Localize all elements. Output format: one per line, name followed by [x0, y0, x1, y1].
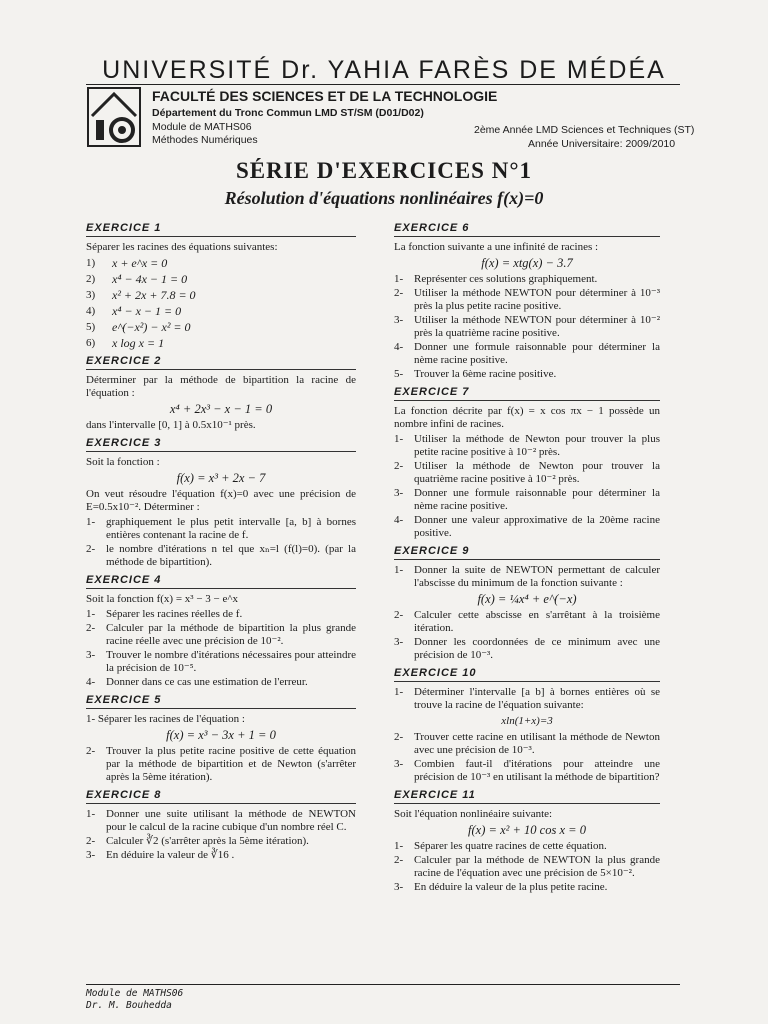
list-item — [86, 676, 356, 689]
item-number: 4- — [394, 341, 404, 353]
exercise-3 — [86, 437, 356, 569]
equation: f(x) = x³ + 2x − 7 — [176, 471, 266, 485]
exercise-6 — [394, 222, 660, 381]
item-number: 3- — [86, 649, 96, 661]
item-number: 1- — [394, 273, 404, 285]
department-name: Département du Tronc Commun LMD ST/SM (D01/D02) — [152, 107, 424, 119]
item-number: 4- — [394, 514, 404, 526]
item-text: Donner une formule raisonnable pour déterminer la nème racine positive. — [414, 487, 660, 512]
exercise-heading: EXERCICE 6 — [394, 222, 660, 237]
item-number: 6) — [86, 337, 96, 349]
item-text: le nombre d'itérations n tel que xₙ=l (f(l)=0). (par la méthode de bipartition). — [106, 543, 356, 568]
item-number: 2) — [86, 273, 96, 285]
item-number: 1- — [86, 808, 96, 820]
item-text: Donner la suite de NEWTON permettant de calculer l'abscisse du minimum de la fonction suivante : — [414, 564, 660, 589]
exercise-heading: EXERCICE 10 — [394, 667, 660, 682]
exercise-heading: EXERCICE 7 — [394, 386, 660, 401]
question-list — [86, 808, 356, 862]
item-text: Calculer ∛2 (s'arrêter après la 5ème itération). — [106, 835, 309, 847]
question-list — [394, 686, 660, 712]
footer-module: Module de MATHS06 — [86, 988, 184, 999]
item-number: 1) — [86, 257, 96, 269]
item-text: Donner une suite utilisant la méthode de NEWTON pour le calcul de la racine cubique d'un nombre réel C. — [106, 808, 356, 833]
item-number: 3- — [86, 849, 96, 861]
item-text: x⁴ − x − 1 = 0 — [112, 304, 182, 318]
question-list — [394, 564, 660, 590]
list-item — [394, 758, 660, 784]
list-item — [394, 564, 660, 590]
item-number: 3- — [394, 881, 404, 893]
exercise-heading: EXERCICE 9 — [394, 545, 660, 560]
item-text: x log x = 1 — [112, 336, 165, 350]
exercise-4 — [86, 574, 356, 689]
item-text: Calculer cette abscisse en s'arrêtant à la troisième itération. — [414, 609, 660, 634]
exercise-5 — [86, 694, 356, 784]
item-number: 2- — [86, 835, 96, 847]
item-number: 2- — [394, 854, 404, 866]
exercise-text: Soit la fonction : — [86, 456, 160, 468]
list-item — [86, 849, 356, 862]
list-item — [86, 608, 356, 621]
item-text: Donner dans ce cas une estimation de l'erreur. — [106, 676, 308, 688]
item-number: 1- — [394, 433, 404, 445]
page-subtitle: Résolution d'équations nonlinéaires f(x)=0 — [224, 188, 544, 208]
exercise-text: Soit la fonction f(x) = x³ − 3 − e^x — [86, 593, 239, 605]
exercise-text: On veut résoudre l'équation f(x)=0 avec une précision de E=0.5x10⁻². Déterminer : — [86, 488, 356, 513]
exercise-11 — [394, 789, 660, 894]
exercise-9 — [394, 545, 660, 662]
item-text: Calculer par la méthode de NEWTON la plus grande racine de l'équation avec une précision de 5×10⁻². — [414, 854, 660, 879]
item-number: 2- — [86, 745, 96, 757]
item-number: 2- — [86, 543, 96, 555]
list-item — [394, 368, 660, 381]
item-text: Calculer par la méthode de bipartition la plus grande racine réelle avec une précision de 10⁻². — [106, 622, 356, 647]
item-number: 2- — [394, 460, 404, 472]
item-text: graphiquement le plus petit intervalle [a, b] à bornes entières contenant la racine de f. — [106, 516, 356, 541]
list-item — [394, 731, 660, 757]
list-item — [394, 487, 660, 513]
university-logo — [86, 86, 142, 148]
academic-year: Année Universitaire: 2009/2010 — [528, 138, 676, 150]
question-list — [86, 608, 356, 689]
list-item — [86, 321, 356, 334]
item-text: Utiliser la méthode NEWTON pour déterminer à 10⁻² près la quatrième racine positive. — [414, 314, 660, 339]
left-column — [86, 222, 356, 867]
item-text: En déduire la valeur de ∛16 . — [106, 849, 235, 861]
footer-author: Dr. M. Bouhedda — [86, 1000, 172, 1011]
item-number: 2- — [394, 731, 404, 743]
list-item — [86, 273, 356, 286]
university-name: UNIVERSITÉ Dr. YAHIA FARÈS DE MÉDÉA — [102, 56, 666, 84]
list-item — [394, 314, 660, 340]
exercise-heading: EXERCICE 5 — [86, 694, 356, 709]
item-number: 4) — [86, 305, 96, 317]
year-level: 2ème Année LMD Sciences et Techniques (ST) — [474, 124, 695, 136]
list-item — [86, 543, 356, 569]
page-title: SÉRIE D'EXERCICES N°1 — [235, 158, 533, 183]
list-item — [394, 514, 660, 540]
equation: f(x) = x² + 10 cos x = 0 — [468, 823, 586, 837]
exercise-7 — [394, 386, 660, 540]
list-item — [86, 649, 356, 675]
item-text: Donner une valeur approximative de la 20ème racine positive. — [414, 514, 660, 539]
item-number: 1- — [86, 608, 96, 620]
equation: x⁴ + 2x³ − x − 1 = 0 — [169, 402, 273, 416]
item-text: x + e^x = 0 — [112, 256, 168, 270]
list-item — [394, 686, 660, 712]
item-text: Représenter ces solutions graphiquement. — [414, 273, 598, 285]
item-number: 1- — [394, 686, 404, 698]
exercise-heading: EXERCICE 1 — [86, 222, 356, 237]
exercise-text: Séparer les racines des équations suivantes: — [86, 241, 278, 253]
exercise-8 — [86, 789, 356, 862]
exercise-text: 1- Séparer les racines de l'équation : — [86, 713, 245, 725]
exercise-text: La fonction décrite par f(x) = x cos πx − 1 possède un nombre infini de racines. — [394, 405, 660, 430]
item-number: 2- — [86, 622, 96, 634]
item-text: e^(−x²) − x² = 0 — [112, 320, 191, 334]
exercise-heading: EXERCICE 11 — [394, 789, 660, 804]
list-item — [394, 460, 660, 486]
item-number: 3) — [86, 289, 96, 301]
item-number: 3- — [394, 758, 404, 770]
list-item — [86, 835, 356, 848]
item-number: 3- — [394, 487, 404, 499]
item-text: x² + 2x + 7.8 = 0 — [112, 288, 196, 302]
item-number: 2- — [394, 287, 404, 299]
item-text: Trouver la 6ème racine positive. — [414, 368, 557, 380]
question-list — [394, 731, 660, 784]
exercise-heading: EXERCICE 3 — [86, 437, 356, 452]
exercise-heading: EXERCICE 8 — [86, 789, 356, 804]
course-name: Méthodes Numériques — [152, 134, 258, 146]
list-item — [86, 516, 356, 542]
item-number: 2- — [394, 609, 404, 621]
equation: xln(1+x)=3 — [501, 715, 553, 727]
list-item — [394, 840, 660, 853]
exercise-1 — [86, 222, 356, 350]
exercise-2 — [86, 355, 356, 432]
list-item — [86, 257, 356, 270]
item-number: 3- — [394, 314, 404, 326]
list-item — [86, 622, 356, 648]
item-number: 5- — [394, 368, 404, 380]
item-text: Déterminer l'intervalle [a b] à bornes entières où se trouve la racine de l'équation suivante: — [414, 686, 660, 711]
exercise-heading: EXERCICE 2 — [86, 355, 356, 370]
exercise-10 — [394, 667, 660, 784]
question-list — [394, 609, 660, 662]
list-item — [394, 341, 660, 367]
item-text: En déduire la valeur de la plus petite racine. — [414, 881, 608, 893]
list-item — [394, 636, 660, 662]
item-text: Séparer les quatre racines de cette équation. — [414, 840, 607, 852]
question-list — [394, 840, 660, 894]
item-text: Utiliser la méthode de Newton pour trouver la quatrième racine positive à 10⁻² près. — [414, 460, 660, 485]
question-list — [394, 273, 660, 381]
list-item — [86, 337, 356, 350]
item-text: Donner les coordonnées de ce minimum avec une précision de 10⁻³. — [414, 636, 660, 661]
item-number: 5) — [86, 321, 96, 333]
item-text: Utiliser la méthode de Newton pour trouver la plus petite racine positive à 10⁻² près. — [414, 433, 660, 458]
list-item — [394, 287, 660, 313]
item-number: 1- — [86, 516, 96, 528]
equation-list — [86, 257, 356, 350]
list-item — [86, 289, 356, 302]
exercise-text: Déterminer par la méthode de bipartition la racine de l'équation : — [86, 374, 356, 399]
item-text: x⁴ − 4x − 1 = 0 — [112, 272, 188, 286]
item-text: Séparer les racines réelles de f. — [106, 608, 243, 620]
faculty-name: FACULTÉ DES SCIENCES ET DE LA TECHNOLOGIE — [152, 88, 498, 104]
list-item — [394, 433, 660, 459]
item-text: Trouver cette racine en utilisant la méthode de Newton avec une précision de 10⁻³. — [414, 731, 660, 756]
exercise-text: La fonction suivante a une infinité de racines : — [394, 241, 599, 253]
question-list — [86, 516, 356, 569]
item-text: Donner une formule raisonnable pour déterminer la nème racine positive. — [414, 341, 660, 366]
list-item — [394, 273, 660, 286]
list-item — [394, 881, 660, 894]
right-column — [394, 222, 660, 899]
equation: f(x) = ¼x⁴ + e^(−x) — [477, 592, 577, 606]
item-number: 4- — [86, 676, 96, 688]
item-text: Combien faut-il d'itérations pour atteindre une précision de 10⁻³ en utilisant la méthode de bipartition? — [414, 758, 660, 783]
exercise-heading: EXERCICE 4 — [86, 574, 356, 589]
equation: f(x) = xtg(x) − 3.7 — [481, 256, 573, 270]
list-item — [394, 609, 660, 635]
footer — [86, 988, 183, 1012]
item-text: Trouver le nombre d'itérations nécessaires pour atteindre la précision de 10⁻⁵. — [106, 649, 356, 674]
exercise-text: dans l'intervalle [0, 1] à 0.5x10⁻¹ près. — [86, 419, 256, 431]
equation: f(x) = x³ − 3x + 1 = 0 — [166, 728, 276, 742]
item-text: Utiliser la méthode NEWTON pour déterminer à 10⁻³ près la plus petite racine positive. — [414, 287, 660, 312]
exercise-text: Soit l'équation nonlinéaire suivante: — [394, 808, 553, 820]
question-list — [394, 433, 660, 540]
list-item — [86, 745, 356, 784]
list-item — [394, 854, 660, 880]
item-number: 1- — [394, 840, 404, 852]
module-name: Module de MATHS06 — [152, 121, 252, 133]
list-item — [86, 808, 356, 834]
item-number: 1- — [394, 564, 404, 576]
question-list — [86, 745, 356, 784]
header-rule — [86, 84, 680, 85]
list-item — [86, 305, 356, 318]
footer-rule — [86, 984, 680, 985]
item-number: 3- — [394, 636, 404, 648]
item-text: Trouver la plus petite racine positive de cette équation par la méthode de bipartition et de Newton (s'arrêter après la 5ème itération). — [106, 745, 356, 783]
